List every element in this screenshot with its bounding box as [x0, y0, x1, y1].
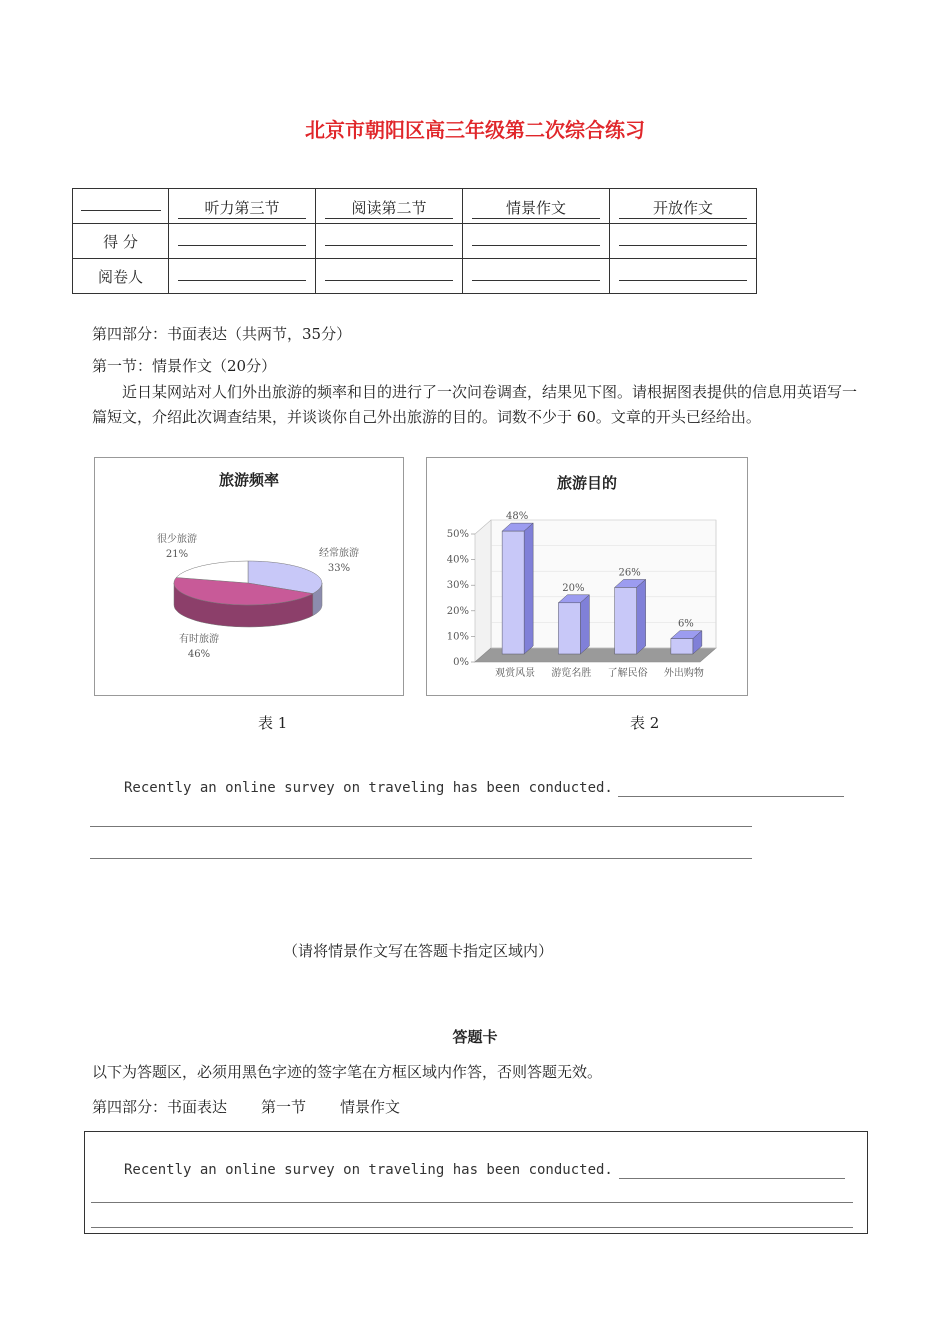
bar-side	[637, 579, 646, 654]
writing-line	[90, 858, 752, 859]
bar-side	[580, 595, 589, 654]
answer-card-part: 第四部分：书面表达	[92, 1098, 228, 1116]
score-table	[72, 188, 757, 294]
bar-value-label: 26%	[618, 567, 641, 579]
answer-card-subpart: 第一节	[261, 1098, 307, 1116]
y-tick-label: 50%	[446, 529, 469, 540]
writing-line	[90, 826, 752, 827]
score-cell[interactable]	[316, 224, 463, 259]
pie-value-often: 33%	[327, 563, 351, 574]
bar-side-wall	[475, 520, 491, 662]
bar	[502, 531, 524, 654]
section-heading: 第四部分：书面表达（共两节，35分）	[92, 325, 352, 343]
bar-group	[447, 511, 716, 679]
score-table-header-row	[73, 189, 757, 224]
header-open-writing: 开放作文	[610, 189, 757, 224]
answer-card-type: 情景作文	[340, 1098, 401, 1116]
grader-cell[interactable]	[610, 259, 757, 294]
answer-writing-line[interactable]	[91, 1202, 853, 1203]
grader-cell[interactable]	[169, 259, 316, 294]
bar-value-label: 48%	[506, 511, 529, 523]
pie-label-often: 经常旅游	[319, 548, 359, 559]
grader-cell[interactable]	[316, 259, 463, 294]
bar	[615, 587, 637, 654]
answer-card-section	[92, 1095, 400, 1119]
grader-cell[interactable]	[463, 259, 610, 294]
answer-box[interactable]	[84, 1131, 868, 1234]
y-tick-label: 30%	[446, 580, 469, 592]
x-category-label: 观赏风景	[495, 668, 536, 679]
answer-writing-line[interactable]	[91, 1227, 853, 1228]
header-situational-writing: 情景作文	[463, 189, 610, 224]
bar	[671, 639, 693, 654]
bar-value-label: 6%	[677, 618, 694, 630]
y-tick-label: 20%	[446, 605, 469, 617]
score-cell[interactable]	[463, 224, 610, 259]
instructions-paragraph: 近日某网站对人们外出旅游的频率和目的进行了一次问卷调查，结果见下图。请根据图表提供的信息用英语写一篇短文，介绍此次调查结果，并谈谈你自己外出旅游的目的。词数不少于 60。文章的开头已经给出。	[92, 383, 858, 426]
answer-opening-sentence: Recently an online survey on traveling has been conducted.	[124, 1162, 613, 1178]
caption-1: 表 1	[258, 714, 288, 732]
header-listening: 听力第三节	[169, 189, 316, 224]
score-row-label: 得 分	[73, 224, 169, 259]
pie-value-sometimes: 46%	[187, 649, 211, 660]
pie-label-rarely: 很少旅游	[157, 534, 197, 545]
answer-writing-line[interactable]	[619, 1178, 845, 1179]
pie-group	[174, 561, 322, 627]
purpose-bar-svg	[427, 458, 747, 695]
score-cell[interactable]	[169, 224, 316, 259]
purpose-chart	[426, 457, 748, 696]
score-row	[73, 224, 757, 259]
bar-value-label: 20%	[562, 582, 585, 594]
bar-side	[524, 523, 533, 654]
frequency-pie-svg	[95, 458, 403, 695]
header-reading: 阅读第二节	[316, 189, 463, 224]
y-tick-label: 40%	[446, 554, 469, 566]
answer-note: （请将情景作文写在答题卡指定区域内）	[282, 942, 553, 960]
caption-2: 表 2	[630, 714, 660, 732]
x-category-label: 了解民俗	[607, 668, 648, 679]
writing-line	[618, 796, 844, 797]
pie-label-sometimes: 有时旅游	[179, 634, 219, 645]
grader-row-label: 阅卷人	[73, 259, 169, 294]
grader-row	[73, 259, 757, 294]
opening-sentence: Recently an online survey on traveling has been conducted.	[124, 780, 613, 796]
x-category-label: 外出购物	[663, 668, 704, 679]
bar	[558, 603, 580, 654]
score-table-corner	[73, 189, 169, 224]
y-tick-label: 0%	[453, 657, 469, 668]
frequency-chart	[94, 457, 404, 696]
subsection-heading: 第一节：情景作文（20分）	[92, 357, 277, 375]
pie-title: 旅游频率	[218, 471, 280, 489]
score-cell[interactable]	[610, 224, 757, 259]
page-title: 北京市朝阳区高三年级第二次综合练习	[305, 118, 645, 142]
y-tick-label: 10%	[446, 631, 469, 643]
pie-value-rarely: 21%	[165, 549, 189, 560]
answer-card-instruction: 以下为答题区，必须用黑色字迹的签字笔在方框区域内作答，否则答题无效。	[92, 1063, 603, 1081]
answer-card-title: 答题卡	[452, 1028, 498, 1046]
x-category-label: 游览名胜	[551, 668, 592, 679]
bar-title: 旅游目的	[556, 474, 618, 492]
